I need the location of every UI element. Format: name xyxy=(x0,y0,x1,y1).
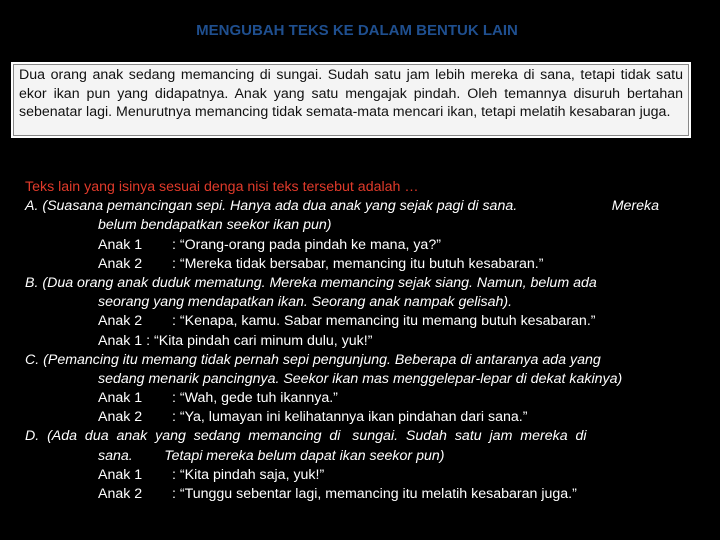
option-a-dialogue-1 xyxy=(25,236,687,255)
speaker-label: Anak 2 xyxy=(98,409,143,426)
option-c-line2: sedang menarik pancingnya. Seekor ikan mas menggelepar-lepar di dekat kakinya) xyxy=(98,370,623,387)
speaker-label: Anak 1 xyxy=(98,236,143,253)
dialogue-text: : “Tunggu sebentar lagi, memancing itu melatih kesabaran juga.” xyxy=(172,486,577,502)
option-a-line1: A. (Suasana pemancingan sepi. Hanya ada dua anak yang sejak pagi di sana. xyxy=(25,198,518,215)
option-d xyxy=(25,427,687,504)
option-c xyxy=(25,351,687,428)
dialogue-text: : “Kita pindah cari minum dulu, yuk!” xyxy=(146,332,373,349)
dialogue-text: : “Kenapa, kamu. Sabar memancing itu memang butuh kesabaran.” xyxy=(172,313,596,330)
reading-passage: Dua orang anak sedang memancing di sungai. Sudah satu jam lebih mereka di sana, tetapi tidak satu ekor ikan pun yang didapatnya. Anak yang satu mengajak pindah. Oleh temannya disuruh bertahan sebenatar lagi. Menurutnya memancing tidak semata-mata mencari ikan, tetapi melatih kesabaran juga. xyxy=(11,62,691,138)
speaker-label: Anak 2 xyxy=(98,313,143,330)
option-b-dialogue-2 xyxy=(25,332,687,351)
speaker-label: Anak 2 xyxy=(98,486,143,502)
dialogue-text: : “Wah, gede tuh ikannya.” xyxy=(172,390,338,407)
dialogue-text: : “Orang-orang pada pindah ke mana, ya?” xyxy=(172,236,441,253)
question-prompt: Teks lain yang isinya sesuai denga nisi teks tersebut adalah … xyxy=(25,179,419,195)
option-c-dialogue-1 xyxy=(25,389,687,408)
option-a-line1-end: Mereka xyxy=(611,198,659,215)
option-b xyxy=(25,274,687,351)
speaker-label: Anak 1 xyxy=(98,332,143,349)
dialogue-text: : “Kita pindah saja, yuk!” xyxy=(172,466,325,483)
option-c-line1: C. (Pemancing itu memang tidak pernah sepi pengunjung. Beberapa di antaranya ada yang xyxy=(25,351,601,368)
option-d-dialogue-2 xyxy=(25,485,687,504)
slide-title: MENGUBAH TEKS KE DALAM BENTUK LAIN xyxy=(196,22,518,39)
question-block xyxy=(25,178,687,504)
option-d-line2: sana. Tetapi mereka belum dapat ikan seekor pun) xyxy=(98,447,445,464)
speaker-label: Anak 1 xyxy=(98,466,143,483)
dialogue-text: : “Ya, lumayan ini kelihatannya ikan pindahan dari sana.” xyxy=(172,409,528,426)
option-b-line1: B. (Dua orang anak duduk mematung. Mereka memancing sejak siang. Namun, belum ada xyxy=(25,274,597,291)
option-a-line2: belum bendapatkan seekor ikan pun) xyxy=(98,217,332,234)
speaker-label: Anak 2 xyxy=(98,255,143,272)
option-a-dialogue-2 xyxy=(25,255,687,274)
option-c-dialogue-2 xyxy=(25,408,687,427)
dialogue-text: : “Mereka tidak bersabar, memancing itu butuh kesabaran.” xyxy=(172,255,544,272)
speaker-label: Anak 1 xyxy=(98,390,143,407)
option-a xyxy=(25,197,687,274)
option-d-line1: D. (Ada dua anak yang sedang memancing di sungai. Sudah satu jam mereka di xyxy=(25,428,587,445)
option-d-dialogue-1 xyxy=(25,466,687,485)
option-b-line2: seorang yang mendapatkan ikan. Seorang anak nampak gelisah). xyxy=(98,294,513,311)
option-b-dialogue-1 xyxy=(25,312,687,331)
